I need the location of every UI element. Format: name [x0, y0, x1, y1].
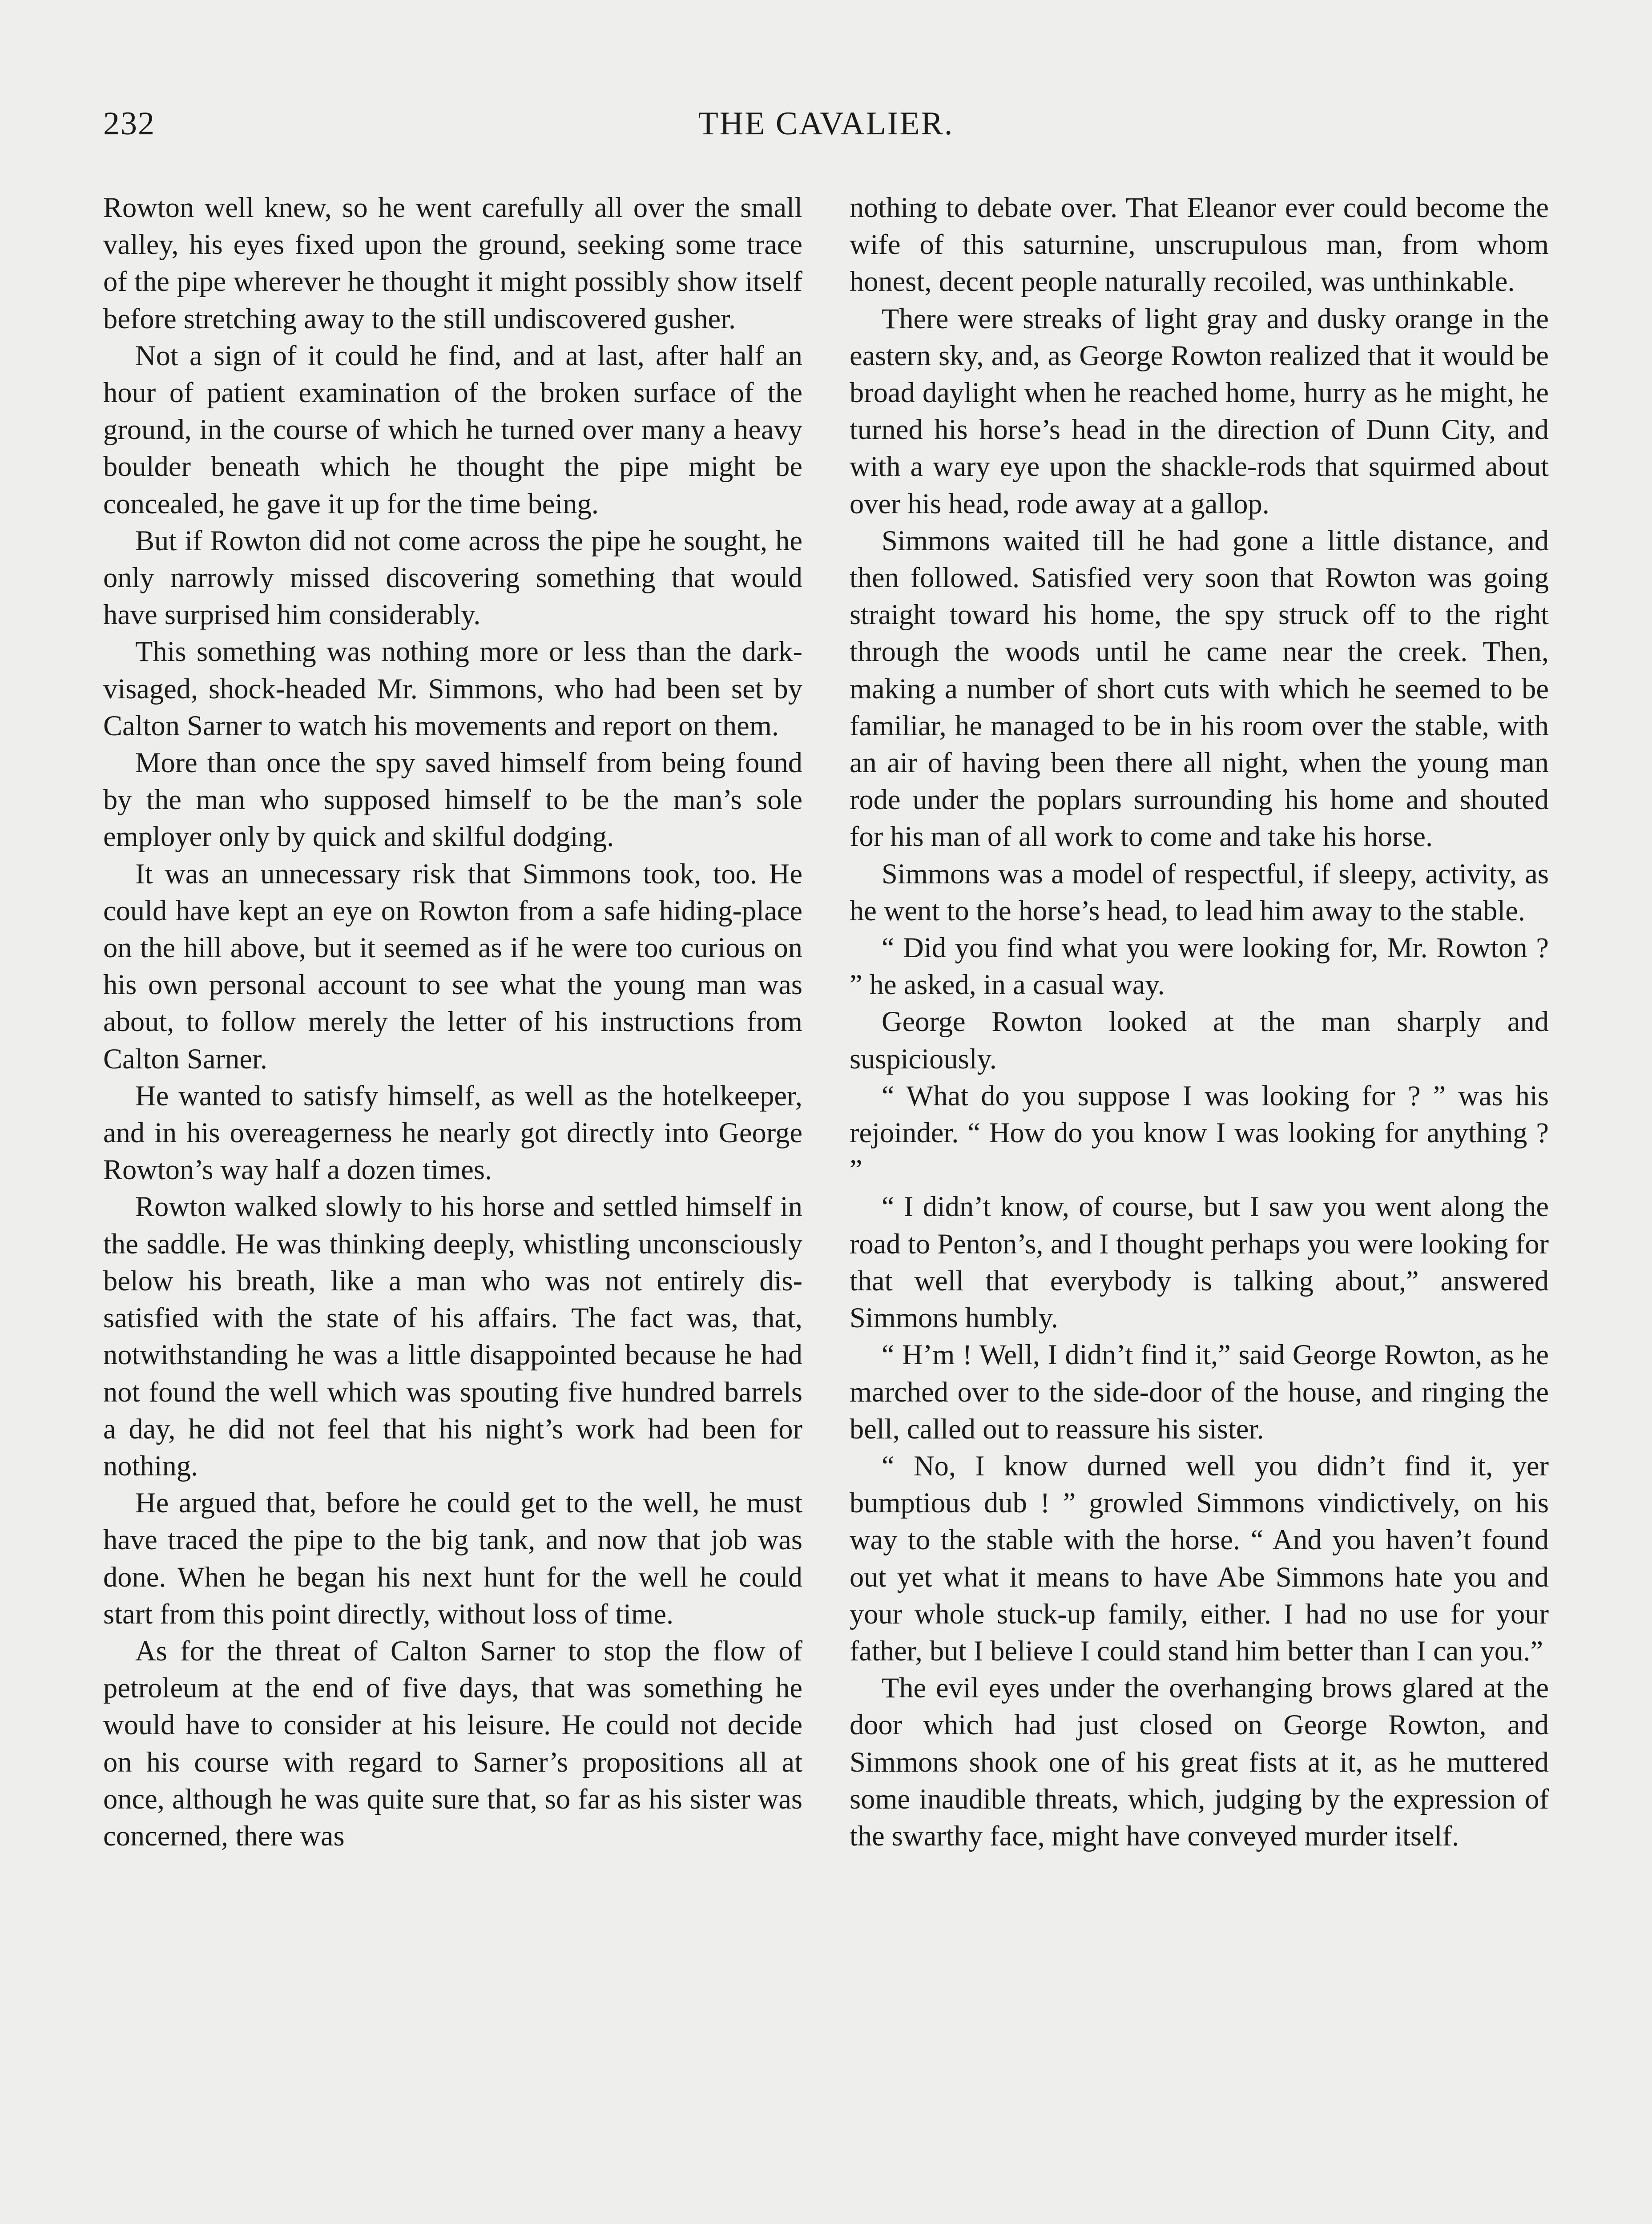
paragraph: Not a sign of it could he find, and at last, after half an hour of patient examination of the broken surface of the ground, in the course of which he turned over many a heavy boulder beneath which he thought the pipe might be concealed, he gave it up for the time being.: [103, 339, 802, 520]
paragraph: More than once the spy saved himself from being found by the man who supposed himself to be the man’s sole employer only by quick and skilful dodging.: [103, 747, 802, 853]
paragraph: There were streaks of light gray and dusky orange in the eastern sky, and, as George Rowton realized that it would be broad daylight when he reached home, hurry as he might, he turned his horse’s head in the direction of Dunn City, and with a wary eye upon the shackle-rods that squirmed about over his head, rode away at a gallop.: [850, 302, 1549, 520]
paragraph: Simmons was a model of respectful, if sleepy, activity, as he went to the horse’s head, to lead him away to the stable.: [850, 858, 1549, 927]
paragraph: “ I didn’t know, of course, but I saw you went along the road to Penton’s, and I thought perhaps you were looking for that well that everybody is talking about,” answered Simmons humbly.: [850, 1191, 1549, 1334]
paragraph: “ What do you suppose I was looking for ? ” was his rejoinder. “ How do you know I was looking for anything ? ”: [850, 1080, 1549, 1186]
paragraph: This something was nothing more or less than the dark-visaged, shock-headed Mr. Simmons, who had been set by Calton Sarner to watch his movements and report on them.: [103, 636, 802, 741]
paragraph: George Rowton looked at the man sharply and suspiciously.: [850, 1006, 1549, 1075]
running-title: THE CAVALIER.: [698, 105, 954, 142]
left-column: [103, 189, 802, 1854]
paragraph: It was an unnecessary risk that Simmons took, too. He could have kept an eye on Rowton from a safe hiding-place on the hill above, but it seemed as if he were too curious on his own personal account to see what the young man was about, to follow merely the letter of his instructions from Calton Sarner.: [103, 858, 802, 1075]
paragraph: nothing to debate over. That Eleanor ever could become the wife of this saturnine, unscrupulous man, from whom honest, decent people naturally recoiled, was unthinkable.: [850, 192, 1549, 298]
page-header: [103, 101, 1549, 155]
paragraph: The evil eyes under the overhanging brows glared at the door which had just closed on George Rowton, and Simmons shook one of his great fists at it, as he muttered some inaudible threats, which, judging by the expression of the swarthy face, might have conveyed murder itself.: [850, 1672, 1549, 1852]
paragraph: “ H’m ! Well, I didn’t find it,” said George Rowton, as he marched over to the side-door of the house, and ringing the bell, called out to reassure his sister.: [850, 1339, 1549, 1445]
paragraph: “ No, I know durned well you didn’t find it, yer bumptious dub ! ” growled Simmons vindictively, on his way to the stable with the horse. “ And you haven’t found out yet what it means to have Abe Simmons hate you and your whole stuck-up family, either. I had no use for your father, but I believe I could stand him better than I can you.”: [850, 1450, 1549, 1667]
paragraph: “ Did you find what you were looking for, Mr. Rowton ? ” he asked, in a casual way.: [850, 932, 1549, 1001]
paragraph: But if Rowton did not come across the pipe he sought, he only narrowly missed discovering something that would have surprised him considerably.: [103, 524, 802, 631]
paragraph: Rowton walked slowly to his horse and settled himself in the saddle. He was thinking deeply, whistling unconsciously below his breath, like a man who was not entirely dissatisfied with the state of his affairs. The fact was, that, notwithstanding he was a little disappointed because he had not found the well which was spouting five hundred barrels a day, he did not feel that his night’s work had been for nothing.: [103, 1191, 802, 1482]
paragraph: Rowton well knew, so he went carefully all over the small valley, his eyes fixed upon the ground, seeking some trace of the pipe wherever he thought it might possibly show itself before stretching away to the still undiscovered gusher.: [103, 192, 802, 334]
paragraph: As for the threat of Calton Sarner to stop the flow of petroleum at the end of five days, that was something he would have to consider at his leisure. He could not decide on his course with regard to Sarner’s propositions all at once, although he was quite sure that, so far as his sister was concerned, there was: [103, 1635, 802, 1852]
paragraph: Simmons waited till he had gone a little distance, and then followed. Satisfied very soon that Rowton was going straight toward his home, the spy struck off to the right through the woods until he came near the creek. Then, making a number of short cuts with which he seemed to be familiar, he managed to be in his room over the stable, with an air of having been there all night, when the young man rode under the poplars surrounding his home and shouted for his man of all work to come and take his horse.: [850, 524, 1549, 853]
right-column: [850, 189, 1549, 1854]
paragraph: He argued that, before he could get to the well, he must have traced the pipe to the big tank, and now that job was done. When he began his next hunt for the well he could start from this point directly, without loss of time.: [103, 1487, 802, 1630]
paragraph: He wanted to satisfy himself, as well as the hotelkeeper, and in his overeagerness he nearly got directly into George Rowton’s way half a dozen times.: [103, 1080, 802, 1186]
page-number: 232: [103, 105, 155, 142]
